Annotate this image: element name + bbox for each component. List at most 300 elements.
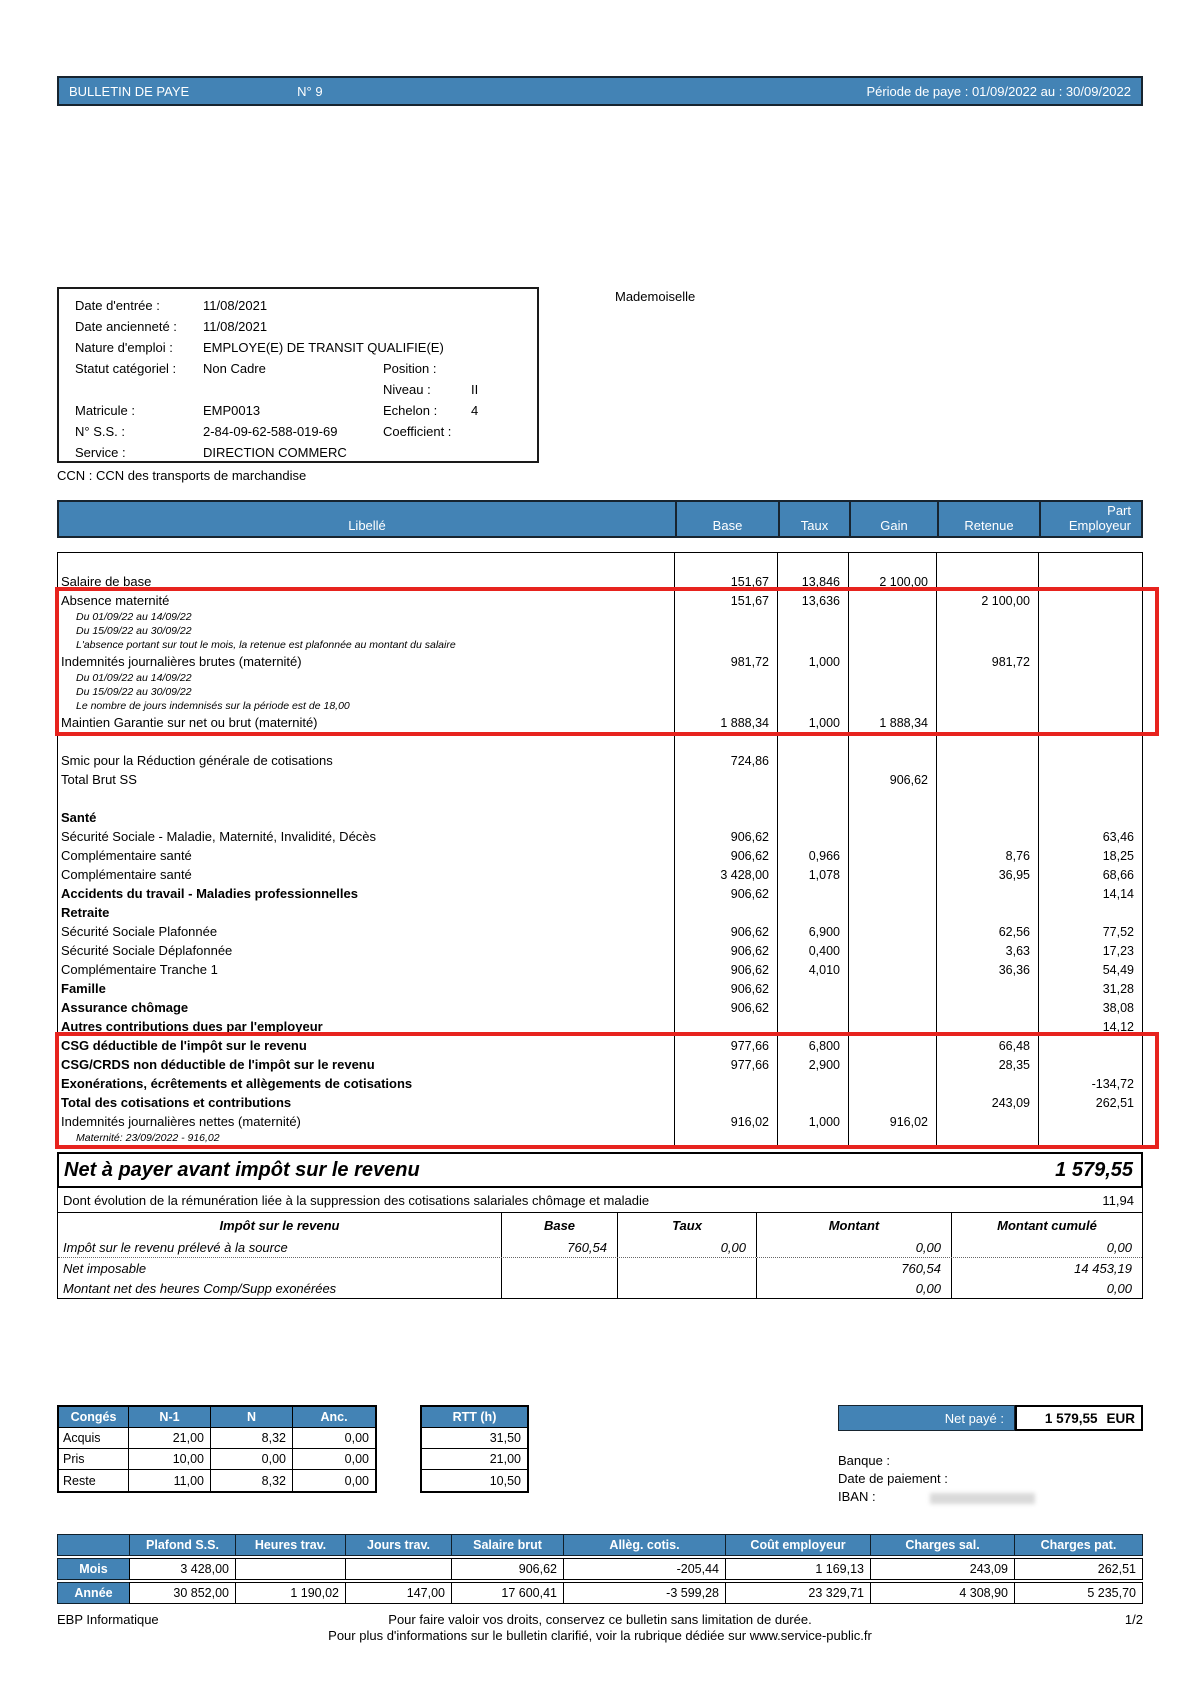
cell-taux: 6,900 [777, 922, 848, 941]
iban-redacted-value [930, 1493, 1035, 1504]
totals-column-header: Charges sal. [870, 1534, 1015, 1556]
cell-employeur: 63,46 [1038, 827, 1142, 846]
cell-retenue [936, 979, 1038, 998]
cell-taux [777, 1131, 848, 1145]
cell-taux [777, 1074, 848, 1093]
cell-label: Exonérations, écrêtements et allègements de cotisations [61, 1076, 413, 1091]
payslip-body [57, 552, 1143, 1146]
cell-retenue: 62,56 [936, 922, 1038, 941]
cell-retenue [936, 770, 1038, 789]
cell-employeur: 77,52 [1038, 922, 1142, 941]
income-tax-cell: 0,00 [756, 1237, 951, 1257]
cell-base [674, 1131, 777, 1145]
column-header-part-employeur: Part Employeur [1039, 502, 1141, 536]
cell-taux [777, 979, 848, 998]
income-tax-cell: Montant net des heures Comp/Supp exonérées [63, 1280, 337, 1296]
totals-column-header: Coût employeur [725, 1534, 871, 1556]
cell-label: Sécurité Sociale - Maladie, Maternité, Invalidité, Décès [61, 829, 377, 844]
totals-cell: 262,51 [1014, 1558, 1143, 1580]
cell-taux [777, 827, 848, 846]
cell-retenue [936, 1074, 1038, 1093]
cell-gain [848, 1131, 936, 1145]
field-value: II [471, 382, 479, 397]
totals-row [57, 1558, 1143, 1580]
cell-gain [848, 685, 936, 699]
cell-base: 906,62 [674, 922, 777, 941]
totals-column-header: Charges pat. [1014, 1534, 1143, 1556]
cell-retenue [936, 1112, 1038, 1131]
info-row [75, 358, 537, 379]
cell-label: Absence maternité [61, 593, 170, 608]
income-tax-cell [501, 1278, 617, 1298]
cell-retenue [936, 713, 1038, 732]
field-label: Coefficient : [383, 424, 452, 439]
totals-column-header: Allèg. cotis. [563, 1534, 726, 1556]
cell-employeur [1038, 610, 1142, 624]
cell-employeur [1038, 903, 1142, 922]
totals-cell: 5 235,70 [1014, 1582, 1143, 1604]
cell-base: 977,66 [674, 1055, 777, 1074]
cell-employeur [1038, 624, 1142, 638]
field-label: Matricule : [75, 403, 135, 418]
field-label: Date ancienneté : [75, 319, 177, 334]
cell-retenue: 243,09 [936, 1093, 1038, 1112]
cell-base: 906,62 [674, 846, 777, 865]
cell-gain [848, 732, 936, 751]
cell-label: Indemnités journalières nettes (maternité) [61, 1114, 301, 1129]
cell-gain [848, 922, 936, 941]
cell-base: 724,86 [674, 751, 777, 770]
cell-gain [848, 1055, 936, 1074]
column-header-taux: Taux [778, 502, 849, 536]
cell-label [58, 553, 674, 572]
info-row [75, 379, 537, 400]
info-row [75, 337, 537, 358]
employee-civility: Mademoiselle [615, 289, 696, 304]
cell-taux [777, 808, 848, 827]
footer-notice-line2: Pour plus d'informations sur le bulletin clarifié, voir la rubrique dédiée sur www.service-public.fr [328, 1628, 872, 1643]
totals-cell: 147,00 [345, 1582, 452, 1604]
evolution-row [57, 1188, 1143, 1212]
cell-employeur [1038, 572, 1142, 591]
cell-gain [848, 846, 936, 865]
info-row [75, 421, 537, 442]
payslip-row [58, 685, 1142, 699]
totals-cell [235, 1558, 346, 1580]
field-label: Service : [75, 445, 126, 460]
field-label: Date d'entrée : [75, 298, 160, 313]
cell-gain [848, 865, 936, 884]
payslip-row [58, 732, 1142, 751]
cell-gain [848, 638, 936, 652]
rtt-cell: 10,50 [489, 1473, 521, 1488]
cell-base [674, 624, 777, 638]
leave-column-header: N [211, 1407, 293, 1428]
footer-notice-line1: Pour faire valoir vos droits, conservez ce bulletin sans limitation de durée. [388, 1612, 812, 1627]
bank-label: Banque : [838, 1453, 891, 1468]
cell-employeur [1038, 1055, 1142, 1074]
totals-cell: 4 308,90 [870, 1582, 1015, 1604]
cell-label: Complémentaire santé [61, 848, 192, 863]
totals-cell: 906,62 [451, 1558, 564, 1580]
cell-retenue [936, 808, 1038, 827]
cell-label [58, 732, 674, 751]
cell-label [58, 789, 674, 808]
field-value: 11/08/2021 [203, 319, 268, 334]
cell-employeur [1038, 1036, 1142, 1055]
cell-taux: 1,000 [777, 713, 848, 732]
cell-employeur: 38,08 [1038, 998, 1142, 1017]
cell-base [674, 685, 777, 699]
payslip-row [58, 1055, 1142, 1074]
cell-employeur [1038, 751, 1142, 770]
cell-base: 151,67 [674, 572, 777, 591]
payslip-row [58, 1112, 1142, 1131]
evolution-label: Dont évolution de la rémunération liée à la suppression des cotisations salariales chômage et maladie [63, 1192, 650, 1208]
cell-taux [777, 699, 848, 713]
leave-column-header: N-1 [129, 1407, 211, 1428]
cell-gain: 906,62 [848, 770, 936, 789]
income-tax-cell: 14 453,19 [951, 1258, 1142, 1278]
leave-cell: 0,00 [211, 1449, 293, 1470]
cell-employeur: 14,12 [1038, 1017, 1142, 1036]
payslip-row [58, 979, 1142, 998]
cell-base [674, 1093, 777, 1112]
cell-taux: 0,400 [777, 941, 848, 960]
payslip-row [58, 591, 1142, 610]
totals-row-label: Année [57, 1582, 130, 1604]
cell-retenue: 36,36 [936, 960, 1038, 979]
cell-retenue [936, 732, 1038, 751]
cell-base [674, 903, 777, 922]
cell-gain [848, 808, 936, 827]
payslip-row [58, 638, 1142, 652]
column-header-base: Base [675, 502, 778, 536]
totals-cell: 1 169,13 [725, 1558, 871, 1580]
cell-gain [848, 827, 936, 846]
field-label: Statut catégoriel : [75, 361, 177, 376]
income-tax-column-header: Impôt sur le revenu [219, 1217, 340, 1233]
cell-taux [777, 751, 848, 770]
cell-employeur [1038, 732, 1142, 751]
cell-label: Santé [61, 810, 97, 825]
leave-cell: 0,00 [293, 1428, 375, 1449]
leave-cell: 11,00 [129, 1470, 211, 1491]
cell-base [674, 1074, 777, 1093]
totals-cell: -205,44 [563, 1558, 726, 1580]
cell-gain [848, 1074, 936, 1093]
cell-base [674, 699, 777, 713]
income-tax-column-header: Base [501, 1213, 617, 1237]
cell-base [674, 638, 777, 652]
leave-cell: 8,32 [211, 1470, 293, 1491]
cell-employeur: 54,49 [1038, 960, 1142, 979]
cell-employeur: 31,28 [1038, 979, 1142, 998]
cell-gain: 916,02 [848, 1112, 936, 1131]
cell-base [674, 610, 777, 624]
cell-base [674, 770, 777, 789]
cell-label: Smic pour la Réduction générale de cotisations [61, 753, 333, 768]
income-tax-header-row [58, 1213, 1142, 1237]
evolution-value: 11,94 [1102, 1192, 1134, 1208]
field-label: Position : [383, 361, 437, 376]
leave-table [57, 1405, 377, 1493]
cell-label: Sécurité Sociale Plafonnée [61, 924, 218, 939]
totals-cell: -3 599,28 [563, 1582, 726, 1604]
rtt-row [422, 1449, 527, 1470]
payslip-row [58, 1093, 1142, 1112]
cell-retenue [936, 751, 1038, 770]
field-label: Niveau : [383, 382, 431, 397]
cell-gain [848, 941, 936, 960]
cell-base: 906,62 [674, 884, 777, 903]
income-tax-row [58, 1258, 1142, 1278]
income-tax-cell: Impôt sur le revenu prélevé à la source [63, 1239, 288, 1255]
net-before-tax-box [57, 1152, 1143, 1188]
cell-gain [848, 553, 936, 572]
payslip-row [58, 808, 1142, 827]
cell-taux: 1,000 [777, 1112, 848, 1131]
cell-gain [848, 1036, 936, 1055]
payslip-row [58, 846, 1142, 865]
payslip-row [58, 1131, 1142, 1145]
rtt-cell: 21,00 [422, 1449, 527, 1470]
cell-retenue [936, 699, 1038, 713]
cell-label: L'absence portant sur tout le mois, la retenue est plafonnée au montant du salaire [76, 639, 456, 651]
cell-base [674, 732, 777, 751]
cell-retenue [936, 624, 1038, 638]
payslip-row [58, 941, 1142, 960]
income-tax-cell: 0,00 [617, 1237, 756, 1257]
cell-employeur: -134,72 [1038, 1074, 1142, 1093]
cell-taux: 13,636 [777, 591, 848, 610]
income-tax-cell: 760,54 [501, 1237, 617, 1257]
payslip-table-header [57, 500, 1143, 538]
payslip-row [58, 652, 1142, 671]
leave-row [59, 1470, 375, 1491]
cell-taux [777, 553, 848, 572]
cell-taux: 1,078 [777, 865, 848, 884]
cell-label: Accidents du travail - Maladies professionnelles [61, 886, 358, 901]
cell-employeur: 18,25 [1038, 846, 1142, 865]
column-header-gain: Gain [849, 502, 937, 536]
cell-label: Salaire de base [61, 574, 152, 589]
leave-cell: 21,00 [129, 1428, 211, 1449]
cell-label: Assurance chômage [61, 1000, 189, 1015]
totals-cell: 3 428,00 [129, 1558, 236, 1580]
cell-taux: 13,846 [777, 572, 848, 591]
income-tax-column-header: Montant [756, 1213, 951, 1237]
cell-label: Total des cotisations et contributions [61, 1095, 292, 1110]
cell-base: 3 428,00 [674, 865, 777, 884]
leave-cell: 0,00 [344, 1473, 369, 1488]
cell-taux: 0,966 [777, 846, 848, 865]
cell-taux [777, 770, 848, 789]
cell-gain: 2 100,00 [848, 572, 936, 591]
leave-header-row [59, 1407, 375, 1428]
cell-base: 906,62 [674, 998, 777, 1017]
cell-label: Autres contributions dues par l'employeur [61, 1019, 323, 1034]
payslip-row [58, 751, 1142, 770]
leave-cell: 8,32 [211, 1428, 293, 1449]
totals-column-header: Jours trav. [345, 1534, 452, 1556]
info-row [75, 316, 537, 337]
cell-gain [848, 751, 936, 770]
cell-label: Complémentaire santé [61, 867, 192, 882]
totals-cell [345, 1558, 452, 1580]
payslip-row [58, 671, 1142, 685]
cell-taux [777, 884, 848, 903]
field-value: DIRECTION COMMERC [203, 445, 347, 460]
cell-retenue [936, 884, 1038, 903]
cell-retenue: 2 100,00 [936, 591, 1038, 610]
totals-cell: 23 329,71 [725, 1582, 871, 1604]
payslip-row [58, 713, 1142, 732]
payslip-row [58, 553, 1142, 572]
cell-retenue [936, 638, 1038, 652]
payslip-row [58, 960, 1142, 979]
totals-column-header [57, 1534, 130, 1556]
leave-column-header: Congés [59, 1407, 129, 1428]
cell-retenue [936, 553, 1038, 572]
cell-employeur [1038, 685, 1142, 699]
income-tax-row [58, 1278, 1142, 1298]
employee-info-box [57, 287, 539, 463]
cell-base: 906,62 [674, 827, 777, 846]
cell-retenue [936, 827, 1038, 846]
cell-employeur [1038, 671, 1142, 685]
info-row [75, 442, 537, 463]
payslip-row [58, 827, 1142, 846]
leave-cell: 10,00 [129, 1449, 211, 1470]
cell-retenue: 36,95 [936, 865, 1038, 884]
cell-label: CSG/CRDS non déductible de l'impôt sur le revenu [61, 1057, 375, 1072]
cell-base: 977,66 [674, 1036, 777, 1055]
cell-label: Du 15/09/22 au 30/09/22 [76, 686, 192, 698]
cell-gain [848, 789, 936, 808]
cell-base: 916,02 [674, 1112, 777, 1131]
income-tax-cell [501, 1258, 617, 1278]
totals-cell: 1 190,02 [235, 1582, 346, 1604]
cell-employeur [1038, 638, 1142, 652]
field-value: EMP0013 [203, 403, 261, 418]
rtt-cell: 31,50 [422, 1428, 527, 1449]
cell-taux: 1,000 [777, 652, 848, 671]
income-tax-cell [617, 1258, 756, 1278]
cell-gain [848, 979, 936, 998]
cell-taux [777, 610, 848, 624]
cell-gain [848, 1017, 936, 1036]
cell-retenue [936, 789, 1038, 808]
cell-gain [848, 998, 936, 1017]
leave-row-label: Pris [59, 1449, 129, 1470]
footer-page-number: 1/2 [1124, 1612, 1143, 1627]
cell-retenue: 3,63 [936, 941, 1038, 960]
income-tax-table [57, 1212, 1143, 1299]
payslip-body-rows [58, 553, 1142, 1145]
field-value: 11/08/2021 [203, 298, 268, 313]
rtt-column-header: RTT (h) [422, 1407, 527, 1428]
cell-gain [848, 610, 936, 624]
cell-retenue: 28,35 [936, 1055, 1038, 1074]
cell-label: Du 15/09/22 au 30/09/22 [76, 625, 192, 637]
leave-row-label: Acquis [59, 1428, 129, 1449]
cell-label: Du 01/09/22 au 14/09/22 [76, 611, 192, 623]
cell-employeur: 14,14 [1038, 884, 1142, 903]
cell-base: 1 888,34 [674, 713, 777, 732]
leave-row [59, 1428, 375, 1449]
payslip-row [58, 699, 1142, 713]
cell-taux [777, 638, 848, 652]
iban-label: IBAN : [838, 1489, 876, 1504]
payslip-row [58, 610, 1142, 624]
cell-employeur [1038, 553, 1142, 572]
field-label: N° S.S. : [75, 424, 125, 439]
cell-label: Du 01/09/22 au 14/09/22 [76, 672, 192, 684]
cell-gain [848, 960, 936, 979]
income-tax-cell: Net imposable [63, 1260, 147, 1276]
cell-retenue [936, 998, 1038, 1017]
cell-label: Indemnités journalières brutes (maternité) [61, 654, 302, 669]
cell-gain [848, 624, 936, 638]
payslip-row [58, 903, 1142, 922]
cell-employeur [1038, 1131, 1142, 1145]
net-before-tax-value: 1 579,55 [1055, 1158, 1133, 1181]
cell-gain [848, 699, 936, 713]
cell-retenue: 66,48 [936, 1036, 1038, 1055]
income-tax-cell: 0,00 [756, 1278, 951, 1298]
cell-gain [848, 591, 936, 610]
totals-cell: 17 600,41 [451, 1582, 564, 1604]
rtt-row [422, 1470, 527, 1491]
totals-table [57, 1534, 1143, 1606]
leave-row-label: Reste [59, 1470, 129, 1491]
column-header-retenue: Retenue [937, 502, 1039, 536]
payslip-row [58, 922, 1142, 941]
net-paid-value: 1 579,55 EUR [1015, 1405, 1143, 1431]
cell-gain [848, 671, 936, 685]
cell-label: Le nombre de jours indemnisés sur la période est de 18,00 [76, 700, 350, 712]
cell-base [674, 808, 777, 827]
income-tax-cell: 760,54 [756, 1258, 951, 1278]
cell-retenue [936, 671, 1038, 685]
income-tax-cell [617, 1278, 756, 1298]
income-tax-column-header: Montant cumulé [951, 1213, 1142, 1237]
cell-employeur [1038, 699, 1142, 713]
payslip-number: N° 9 [297, 83, 323, 99]
field-label: Echelon : [383, 403, 438, 418]
cell-taux: 6,800 [777, 1036, 848, 1055]
rtt-row [422, 1428, 527, 1449]
field-value: Non Cadre [203, 361, 266, 376]
cell-gain [848, 884, 936, 903]
cell-label: Sécurité Sociale Déplafonnée [61, 943, 233, 958]
cell-label: Complémentaire Tranche 1 [61, 962, 218, 977]
cell-label: Maintien Garantie sur net ou brut (maternité) [61, 715, 318, 730]
payslip-row [58, 998, 1142, 1017]
cell-gain: 1 888,34 [848, 713, 936, 732]
cell-label: Total Brut SS [61, 772, 137, 787]
cell-base: 981,72 [674, 652, 777, 671]
cell-retenue: 8,76 [936, 846, 1038, 865]
totals-row [57, 1582, 1143, 1604]
document-title: BULLETIN DE PAYE [69, 83, 190, 99]
cell-employeur: 17,23 [1038, 941, 1142, 960]
cell-employeur [1038, 713, 1142, 732]
cell-employeur [1038, 808, 1142, 827]
cell-base: 906,62 [674, 979, 777, 998]
payslip-row [58, 789, 1142, 808]
